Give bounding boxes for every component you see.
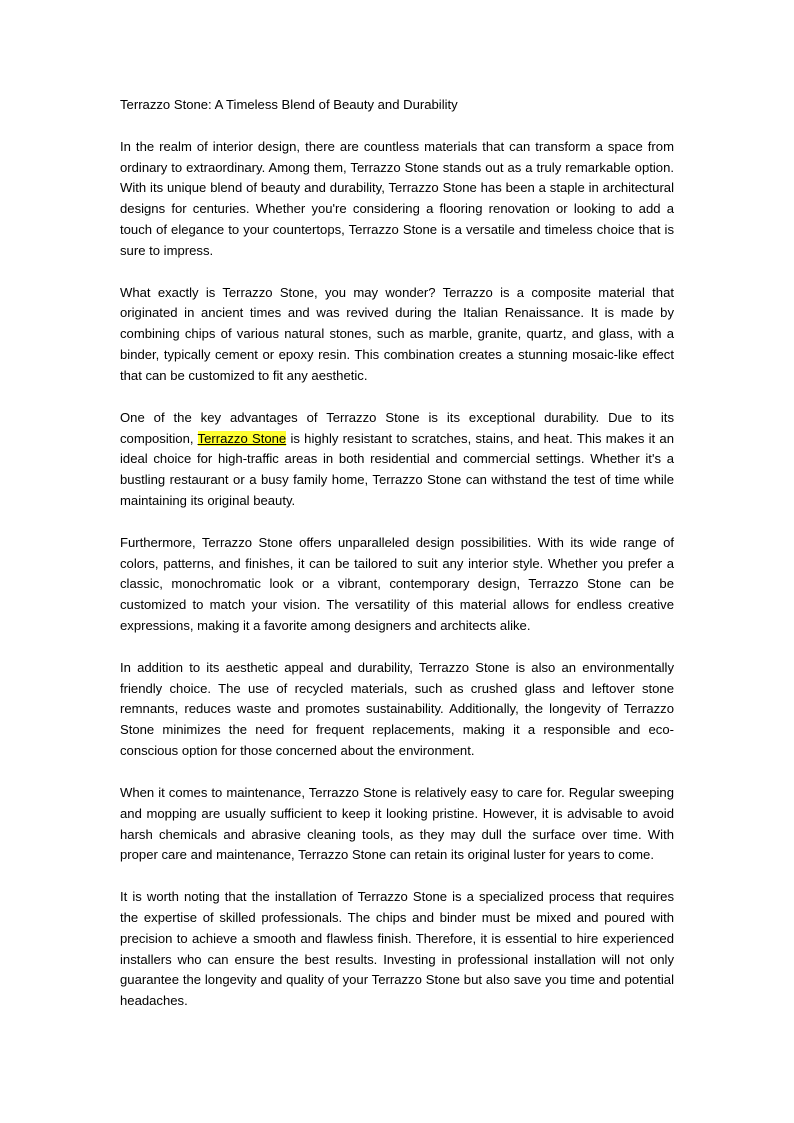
durability-text-before: One of the key advantages of Terrazzo Stone is its exceptional durability. Due to its composition,	[120, 409, 674, 446]
document-title: Terrazzo Stone: A Timeless Blend of Beauty and Durability	[120, 97, 458, 112]
paragraph-intro: In the realm of interior design, there are countless materials that can transform a space from ordinary to extraordinary. Among them, Terrazzo Stone stands out as a truly remarkable option. With its unique blend of beauty and durability, Terrazzo Stone has been a staple in architectural designs for centuries. Whether you're considering a flooring renovation or looking to add a touch of elegance to your countertops, Terrazzo Stone is a versatile and timeless choice that is sure to impress.	[120, 138, 674, 258]
paragraph-installation: It is worth noting that the installation of Terrazzo Stone is a specialized process that requires the expertise of skilled professionals. The chips and binder must be mixed and poured with precision to achieve a smooth and flawless finish. Therefore, it is essential to hire experienced installers who can ensure the best results. Investing in professional installation will not only guarantee the longevity and quality of your Terrazzo Stone but also save you time and potential headaches.	[120, 889, 674, 1009]
paragraph-what-is: What exactly is Terrazzo Stone, you may wonder? Terrazzo is a composite material that originated in ancient times and was revived during the Italian Renaissance. It is made by combining chips of various natural stones, such as marble, granite, quartz, and glass, with a binder, typically cement or epoxy resin. This combination creates a stunning mosaic-like effect that can be customized to fit any aesthetic.	[120, 284, 674, 383]
durability-text-after: is highly resistant to scratches, stains, and heat. This makes it an ideal choice for high-traffic areas in both residential and commercial settings. Whether it's a bustling restaurant or a busy family home, Terrazzo Stone can withstand the test of time while maintaining its original beauty.	[120, 430, 674, 509]
paragraph-maintenance: When it comes to maintenance, Terrazzo Stone is relatively easy to care for. Regular sweeping and mopping are usually sufficient to keep it looking pristine. However, it is advisable to avoid harsh chemicals and abrasive cleaning tools, as they may dull the surface over time. With proper care and maintenance, Terrazzo Stone can retain its original luster for years to come.	[120, 784, 674, 863]
document-page	[120, 95, 674, 1033]
paragraph-design: Furthermore, Terrazzo Stone offers unparalleled design possibilities. With its wide range of colors, patterns, and finishes, it can be tailored to suit any interior style. Whether you prefer a classic, monochromatic look or a vibrant, contemporary design, Terrazzo Stone can be customized to match your vision. The versatility of this material allows for endless creative expressions, making it a favorite among designers and architects alike.	[120, 534, 674, 634]
paragraph-environment: In addition to its aesthetic appeal and durability, Terrazzo Stone is also an environmentally friendly choice. The use of recycled materials, such as crushed glass and leftover stone remnants, reduces waste and promotes sustainability. Additionally, the longevity of Terrazzo Stone minimizes the need for frequent replacements, making it a responsible and eco-conscious option for those concerned about the environment.	[120, 659, 674, 759]
terrazzo-stone-link[interactable]: Terrazzo Stone	[197, 430, 287, 446]
paragraph-durability	[120, 408, 674, 512]
